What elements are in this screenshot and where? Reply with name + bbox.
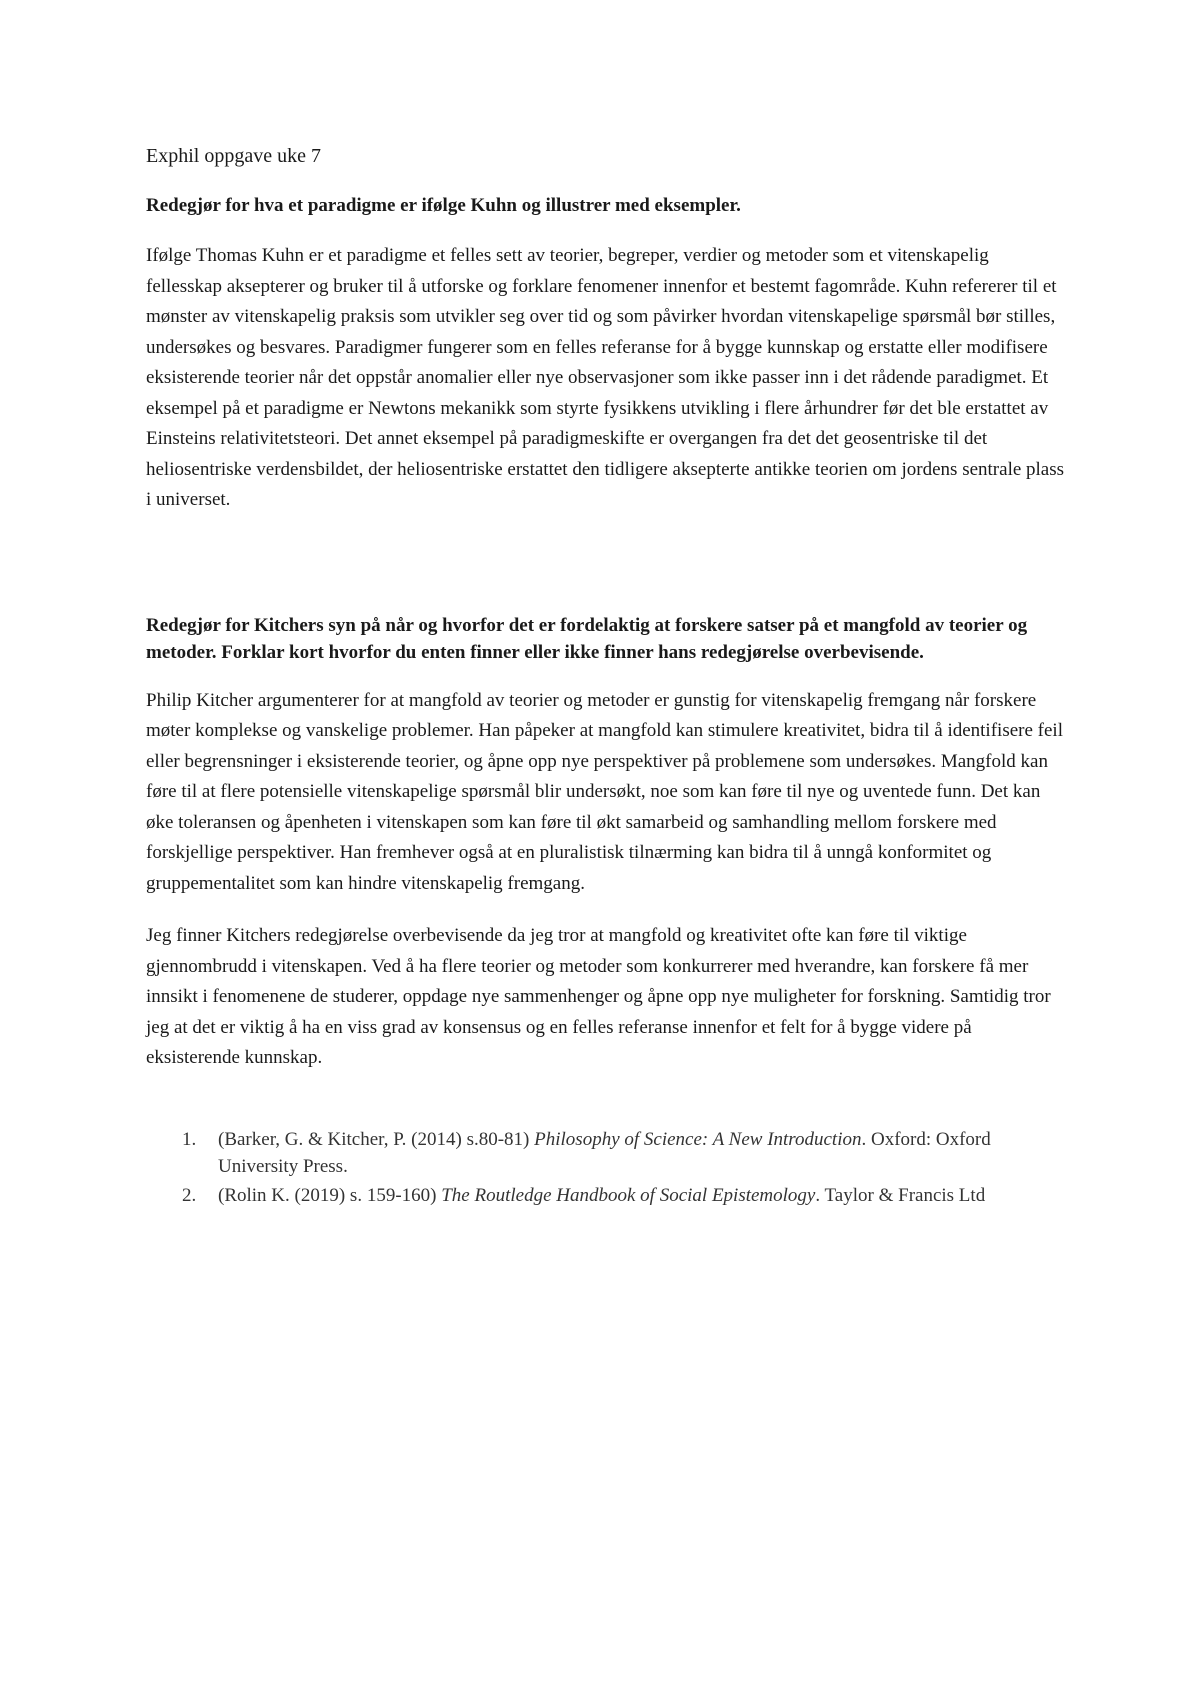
reference-prefix: (Rolin K. (2019) s. 159-160)	[218, 1184, 442, 1206]
reference-title: Philosophy of Science: A New Introduction	[534, 1128, 862, 1150]
document-page	[146, 142, 1066, 1211]
question-2-heading: Redegjør for Kitchers syn på når og hvorfor det er fordelaktig at forskere satser på et mangfold av teorier og metoder. Forklar kort hvorfor du enten finner eller ikke finner hans redegjørelse overbevisende.	[146, 614, 1028, 663]
answer-1-paragraph: Ifølge Thomas Kuhn er et paradigme et felles sett av teorier, begreper, verdier og metoder som et vitenskapelig fellesskap aksepterer og bruker til å utforske og forklare fenomener innenfor et bestemt fagområde. Kuhn refererer til et mønster av vitenskapelig praksis som utvikler seg over tid og som påvirker hvordan vitenskapelige spørsmål bør stilles, undersøkes og besvares. Paradigmer fungerer som en felles referanse for å bygge kunnskap og erstatte eller modifisere eksisterende teorier når det oppstår anomalier eller nye observasjoner som ikke passer inn i det rådende paradigmet. Et eksempel på et paradigme er Newtons mekanikk som styrte fysikkens utvikling i flere århundrer før det ble erstattet av Einsteins relativitetsteori. Det annet eksempel på paradigmeskifte er overgangen fra det det geosentriske til det heliosentriske verdensbildet, der heliosentriske erstattet den tidligere aksepterte antikke teorien om jordens sentrale plass i universet.	[146, 245, 1065, 510]
question-1-heading: Redegjør for hva et paradigme er ifølge Kuhn og illustrer med eksempler.	[146, 195, 741, 216]
reference-list	[146, 1126, 1066, 1209]
reference-prefix: (Barker, G. & Kitcher, P. (2014) s.80-81)	[218, 1128, 535, 1150]
reference-item	[146, 1126, 1066, 1180]
answer-2-paragraph: Philip Kitcher argumenterer for at mangfold av teorier og metoder er gunstig for vitenskapelig fremgang når forskere møter komplekse og vanskelige problemer. Han påpeker at mangfold kan stimulere kreativitet, bidra til å identifisere feil eller begrensninger i eksisterende teorier, og åpne opp nye perspektiver på problemene som undersøkes. Mangfold kan føre til at flere potensielle vitenskapelige spørsmål blir undersøkt, noe som kan føre til nye og uventede funn. Det kan øke toleransen og åpenheten i vitenskapen som kan føre til økt samarbeid og samhandling mellom forskere med forskjellige perspektiver. Han fremhever også at en pluralistisk tilnærming kan bidra til å unngå konformitet og gruppementalitet som kan hindre vitenskapelig fremgang.	[146, 689, 1063, 894]
reference-title: The Routledge Handbook of Social Epistemology	[441, 1184, 816, 1206]
reference-suffix: . Taylor & Francis Ltd	[815, 1184, 986, 1206]
reference-number: 2.	[182, 1184, 197, 1206]
reference-number: 1.	[182, 1128, 197, 1150]
document-title: Exphil oppgave uke 7	[146, 145, 321, 167]
reference-suffix: . Oxford: Oxford University Press.	[218, 1128, 991, 1177]
answer-3-paragraph: Jeg finner Kitchers redegjørelse overbevisende da jeg tror at mangfold og kreativitet ofte kan føre til viktige gjennombrudd i vitenskapen. Ved å ha flere teorier og metoder som konkurrerer med hverandre, kan forskere få mer innsikt i fenomenene de studerer, oppdage nye sammenhenger og åpne opp nye muligheter for forskning. Samtidig tror jeg at det er viktig å ha en viss grad av konsensus og en felles referanse innenfor et felt for å bygge videre på eksisterende kunnskap.	[146, 925, 1051, 1068]
reference-item	[146, 1182, 1066, 1209]
